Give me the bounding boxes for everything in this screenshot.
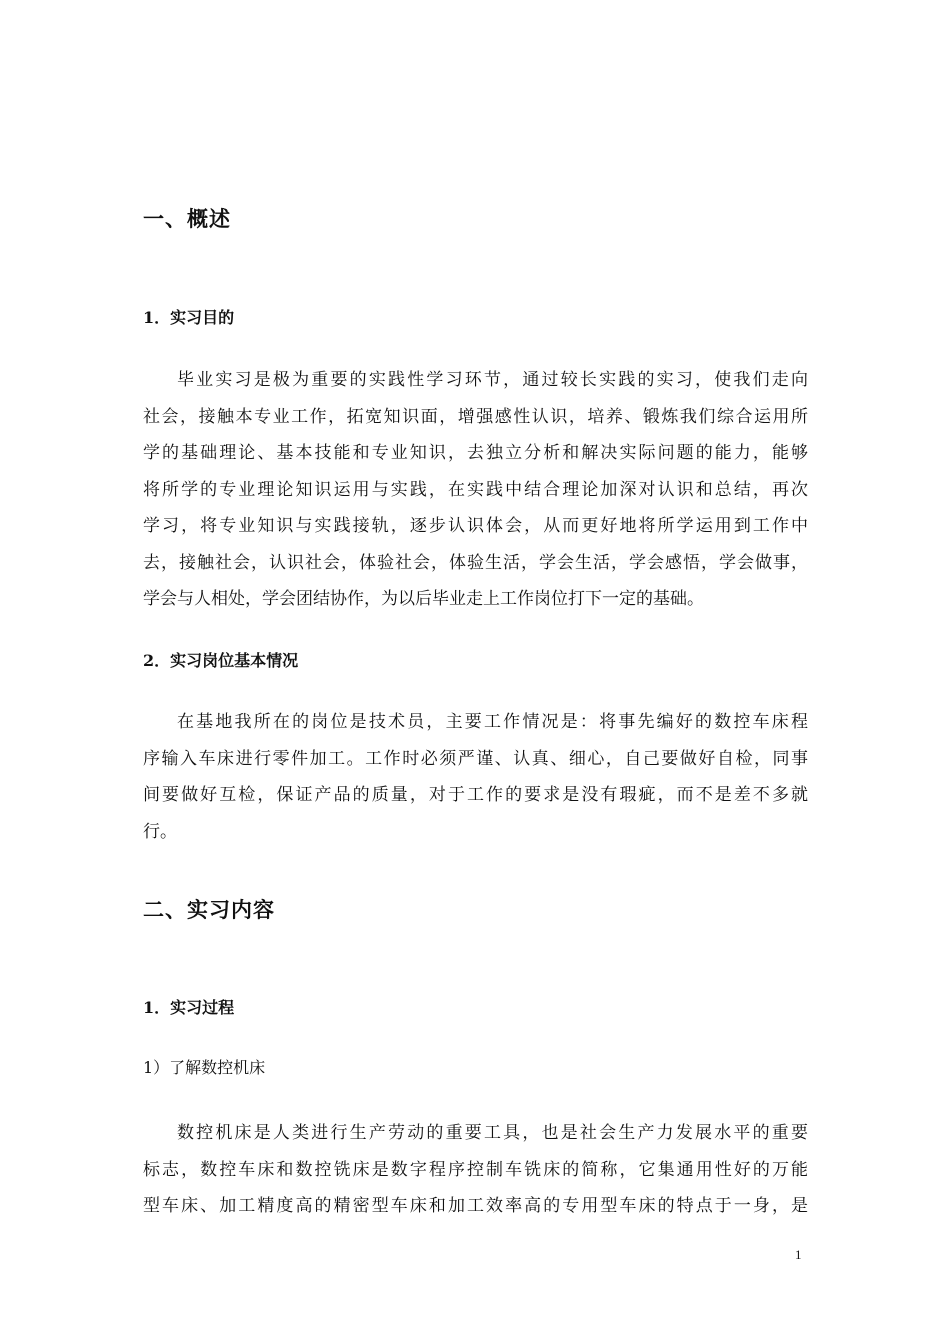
- paragraph-line: 学习，将专业知识与实践接轨，逐步认识体会，从而更好地将所学运用到工作中: [143, 516, 808, 536]
- section-2-1-1-heading: 1）了解数控机床: [143, 1058, 266, 1077]
- paragraph-line: 行。: [143, 821, 177, 842]
- section-1-1-heading: 1．实习目的: [143, 308, 235, 327]
- paragraph-line: 将所学的专业理论知识运用与实践，在实践中结合理论加深对认识和总结，再次: [143, 479, 808, 500]
- internship-position-paragraph: [143, 704, 808, 850]
- section-2-1-heading: 1．实习过程: [143, 998, 235, 1017]
- paragraph-line: 序输入车床进行零件加工。工作时必须严谨、认真、细心，自己要做好自检，同事: [143, 748, 808, 769]
- paragraph-line: 标志，数控车床和数控铣床是数字程序控制车铣床的简称，它集通用性好的万能: [143, 1159, 808, 1180]
- paragraph-line: 毕业实习是极为重要的实践性学习环节，通过较长实践的实习，使我们走向: [177, 370, 808, 390]
- cnc-machine-paragraph: [143, 1115, 808, 1225]
- page-number: 1: [795, 1247, 802, 1262]
- section-2-heading: 二、实习内容: [143, 897, 275, 922]
- section-1-heading: 一、概述: [143, 206, 231, 231]
- paragraph-line: 数控机床是人类进行生产劳动的重要工具，也是社会生产力发展水平的重要: [177, 1123, 808, 1143]
- paragraph-line: 学会与人相处，学会团结协作，为以后毕业走上工作岗位打下一定的基础。: [143, 589, 704, 609]
- paragraph-line: 社会，接触本专业工作，拓宽知识面，增强感性认识，培养、锻炼我们综合运用所: [143, 406, 808, 427]
- internship-purpose-paragraph: [143, 362, 808, 618]
- paragraph-line: 去，接触社会，认识社会，体验社会，体验生活，学会生活，学会感悟，学会做事，: [143, 552, 808, 573]
- paragraph-line: 学的基础理论、基本技能和专业知识，去独立分析和解决实际问题的能力，能够: [143, 443, 808, 463]
- paragraph-line: 型车床、加工精度高的精密型车床和加工效率高的专用型车床的特点于一身，是: [143, 1196, 808, 1216]
- section-1-2-heading: 2．实习岗位基本情况: [143, 651, 299, 670]
- paragraph-line: 间要做好互检，保证产品的质量，对于工作的要求是没有瑕疵，而不是差不多就: [143, 785, 808, 805]
- paragraph-line: 在基地我所在的岗位是技术员，主要工作情况是：将事先编好的数控车床程: [177, 712, 808, 732]
